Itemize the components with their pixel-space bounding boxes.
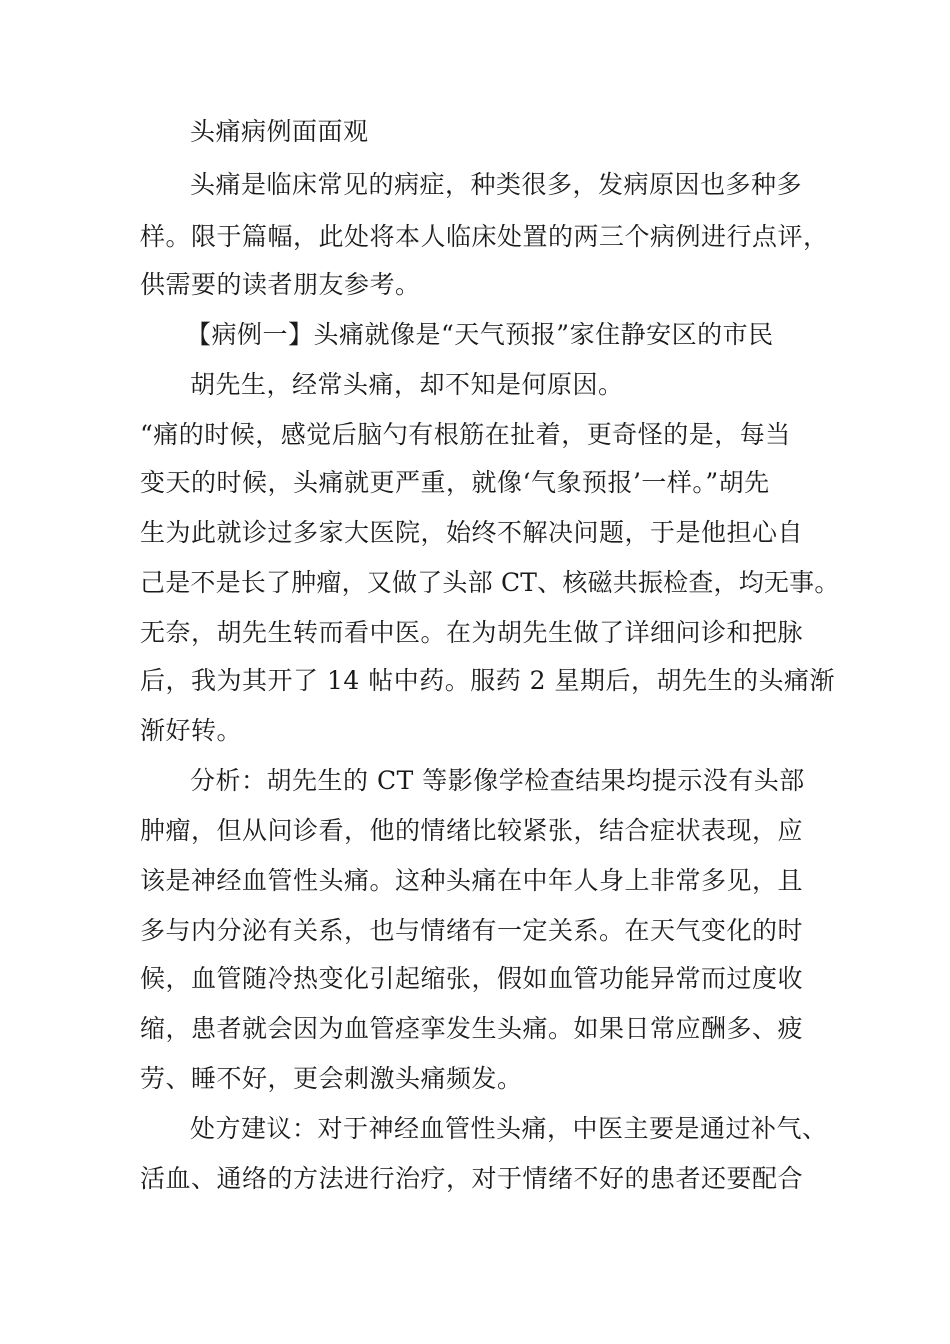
paragraph-line: 肿瘤，但从问诊看，他的情绪比较紧张，结合症状表现，应	[140, 816, 804, 845]
paragraph-line: 候，血管随冷热变化引起缩张，假如血管功能异常而过度收	[140, 964, 804, 993]
case-heading: 【病例一】头痛就像是“天气预报”家住静安区的市民	[186, 320, 774, 349]
paragraph-line: 后，我为其开了 14 帖中药。服药 2 星期后，胡先生的头痛渐	[140, 666, 836, 695]
paragraph-line: 胡先生，经常头痛，却不知是何原因。	[190, 370, 624, 399]
paragraph-line: 生为此就诊过多家大医院，始终不解决问题，于是他担心自	[140, 518, 804, 547]
paragraph-line: 活血、通络的方法进行治疗，对于情绪不好的患者还要配合	[140, 1164, 804, 1193]
paragraph-line: 多与内分泌有关系，也与情绪有一定关系。在天气变化的时	[140, 916, 804, 945]
paragraph-line: 无奈，胡先生转而看中医。在为胡先生做了详细问诊和把脉	[140, 618, 804, 647]
paragraph-line: 劳、睡不好，更会刺激头痛频发。	[140, 1064, 523, 1093]
paragraph-line: 该是神经血管性头痛。这种头痛在中年人身上非常多见，且	[140, 866, 804, 895]
paragraph-line: 头痛是临床常见的病症，种类很多，发病原因也多种多	[190, 170, 803, 199]
paragraph-line: 供需要的读者朋友参考。	[140, 270, 421, 299]
paragraph-line: 缩，患者就会因为血管痉挛发生头痛。如果日常应酬多、疲	[140, 1014, 804, 1043]
paragraph-line: 样。限于篇幅，此处将本人临床处置的两三个病例进行点评，	[140, 222, 829, 251]
paragraph-line: 变天的时候，头痛就更严重，就像‘气象预报’一样。”胡先	[140, 468, 770, 497]
paragraph-line: 渐好转。	[140, 716, 243, 745]
document-title: 头痛病例面面观	[190, 117, 369, 146]
paragraph-line: 己是不是长了肿瘤，又做了头部 CT、核磁共振检查，均无事。	[140, 568, 840, 597]
analysis-line: 分析：胡先生的 CT 等影像学检查结果均提示没有头部	[190, 766, 805, 795]
prescription-line: 处方建议：对于神经血管性头痛，中医主要是通过补气、	[190, 1114, 828, 1143]
paragraph-line: “痛的时候，感觉后脑勺有根筋在扯着，更奇怪的是，每当	[140, 420, 791, 449]
